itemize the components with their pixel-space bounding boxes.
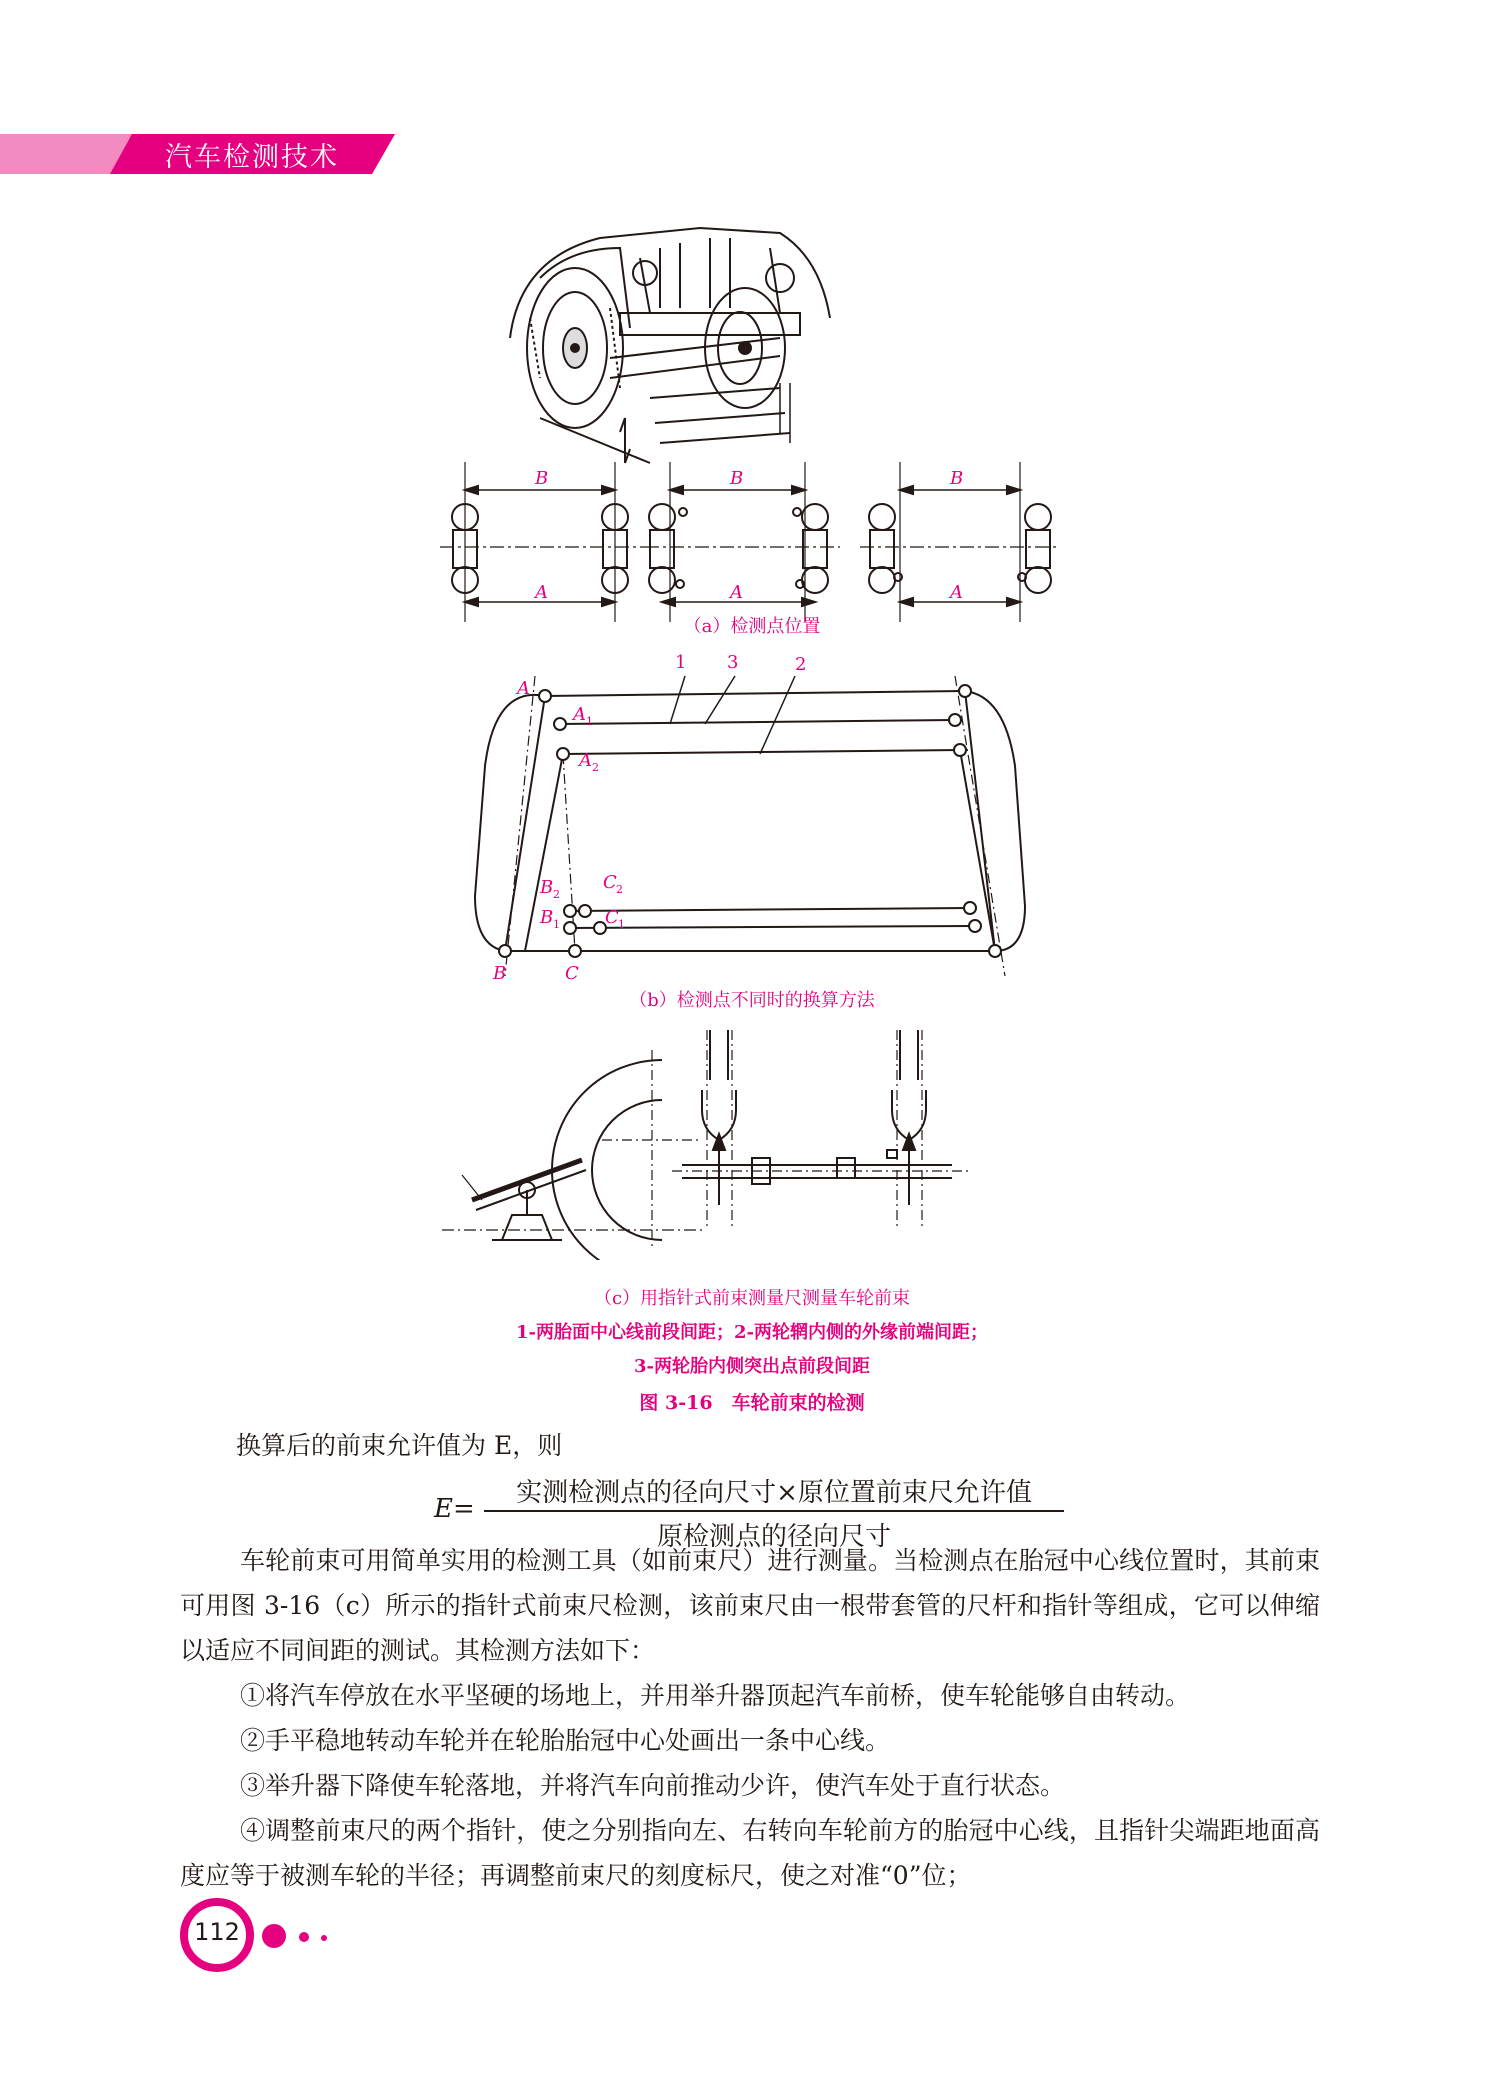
label-b: B xyxy=(535,468,549,489)
label-C: C xyxy=(565,963,579,984)
figure-legend-line1: 1-两胎面中心线前段间距；2-两轮辋内侧的外缘前端间距； xyxy=(516,1322,988,1343)
label-C2-sub: 2 xyxy=(616,883,623,896)
label-B: B xyxy=(493,963,507,984)
body-paragraphs xyxy=(180,1538,1320,1898)
step-3: ③举升器下降使车轮落地，并将汽车向前推动少许，使汽车处于直行状态。 xyxy=(240,1771,1066,1800)
label-2: 2 xyxy=(795,654,807,675)
label-b-3: B xyxy=(950,468,964,489)
caption-b: （b）检测点不同时的换算方法 xyxy=(629,990,875,1011)
label-1: 1 xyxy=(675,652,687,673)
label-A: A xyxy=(517,678,530,699)
label-A2-sub: 2 xyxy=(592,761,599,774)
figure-c-diagram xyxy=(442,1030,1072,1260)
label-B2: B xyxy=(540,877,554,898)
intro-text: 换算后的前束允许值为 E，则 xyxy=(236,1431,563,1460)
figure-legend-line2: 3-两轮胎内侧突出点前段间距 xyxy=(634,1356,870,1377)
label-B1: B xyxy=(540,907,554,928)
label-A1: A xyxy=(573,704,586,725)
label-B1-sub: 1 xyxy=(553,918,560,931)
label-a-2: A xyxy=(730,582,743,603)
caption-c: （c）用指针式前束测量尺测量车轮前束 xyxy=(593,1288,911,1309)
caption-a: （a）检测点位置 xyxy=(683,616,821,637)
page-dots xyxy=(262,1918,342,1954)
label-3: 3 xyxy=(727,652,739,673)
formula-fraction-bar xyxy=(484,1510,1064,1512)
page-number: 112 xyxy=(194,1918,240,1946)
figure-b-diagram xyxy=(465,646,1045,986)
figure-a-schematics xyxy=(440,462,1060,622)
step-2: ②手平稳地转动车轮并在轮胎胎冠中心处画出一条中心线。 xyxy=(240,1726,891,1755)
label-C1: C xyxy=(605,907,619,928)
label-C1-sub: 1 xyxy=(618,918,625,931)
step-1: ①将汽车停放在水平坚硬的场地上，并用举升器顶起汽车前桥，使车轮能够自由转动。 xyxy=(240,1681,1191,1710)
label-b-2: B xyxy=(730,468,744,489)
label-B2-sub: 2 xyxy=(553,888,560,901)
intro-line xyxy=(180,1423,1320,1468)
book-title: 汽车检测技术 xyxy=(165,142,339,173)
label-C2: C xyxy=(603,872,617,893)
paragraph-1: 车轮前束可用简单实用的检测工具（如前束尺）进行测量。当检测点在胎冠中心线位置时，其前束可用图 3-16（c）所示的指针式前束尺检测，该前束尺由一根带套管的尺杆和指针等组成，它可以伸缩以适应不同间距的测试。其检测方法如下： xyxy=(180,1546,1320,1665)
formula-denominator: 原检测点的径向尺寸 xyxy=(656,1522,891,1552)
formula-lhs: E= xyxy=(434,1494,475,1524)
figure-a-car-drawing xyxy=(480,218,860,468)
formula-numerator: 实测检测点的径向尺寸×原位置前束尺允许值 xyxy=(516,1478,1032,1508)
label-a-3: A xyxy=(950,582,963,603)
label-A1-sub: 1 xyxy=(586,715,593,728)
step-4: ④调整前束尺的两个指针，使之分别指向左、右转向车轮前方的胎冠中心线，且指针尖端距地面高度应等于被测车轮的半径；再调整前束尺的刻度标尺，使之对准“0”位； xyxy=(180,1816,1320,1890)
figure-title: 图 3-16 车轮前束的检测 xyxy=(639,1392,865,1414)
label-a: A xyxy=(535,582,548,603)
label-A2: A xyxy=(579,750,592,771)
